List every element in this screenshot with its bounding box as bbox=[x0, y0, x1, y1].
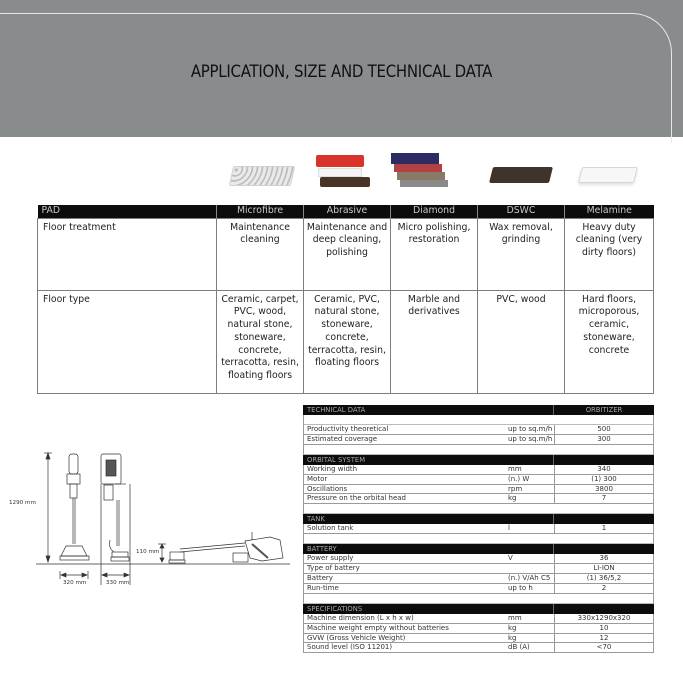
table-row bbox=[303, 485, 654, 495]
column-header-pad: PAD bbox=[38, 205, 217, 218]
abrasive-pad-red-image bbox=[316, 155, 364, 167]
section-title: TECHNICAL DATA bbox=[307, 406, 366, 414]
table-row bbox=[303, 554, 654, 564]
table-cell: Heavy duty cleaning (very dirty floors) bbox=[565, 218, 654, 290]
table-row bbox=[303, 475, 654, 485]
spec-label: Battery bbox=[307, 574, 333, 583]
spec-label: Oscillations bbox=[307, 484, 348, 493]
pad-application-table bbox=[37, 205, 654, 394]
table-cell: Maintenance and deep cleaning, polishing bbox=[304, 218, 391, 290]
spec-unit: l bbox=[508, 524, 510, 533]
machine-drawing-icon bbox=[0, 440, 300, 590]
spec-value: 3800 bbox=[554, 485, 653, 494]
section-header-battery bbox=[303, 544, 654, 554]
spec-label: Type of battery bbox=[307, 564, 360, 573]
section-title: BATTERY bbox=[307, 545, 337, 554]
pad-table-header-row bbox=[38, 205, 654, 218]
spec-unit: (n.) V/Ah C5 bbox=[508, 574, 551, 583]
spec-label: Pressure on the orbital head bbox=[307, 494, 407, 503]
diamond-pad-blue-image bbox=[391, 153, 439, 164]
table-row bbox=[303, 643, 654, 653]
column-header-abrasive: Abrasive bbox=[304, 205, 391, 218]
spec-value: 2 bbox=[554, 584, 653, 593]
technical-data-table bbox=[303, 405, 654, 653]
spec-value: <70 bbox=[554, 643, 653, 652]
section-header-orbital-system bbox=[303, 455, 654, 465]
spec-value: 7 bbox=[554, 494, 653, 503]
row-label: Floor treatment bbox=[38, 218, 217, 290]
section-header-blank bbox=[553, 604, 654, 614]
table-row bbox=[303, 465, 654, 475]
header-band bbox=[0, 0, 683, 137]
table-row bbox=[303, 634, 654, 644]
spec-value: 340 bbox=[554, 465, 653, 474]
spec-label: Solution tank bbox=[307, 524, 354, 533]
spec-unit: (n.) W bbox=[508, 474, 530, 483]
spec-value: 330x1290x320 bbox=[554, 614, 653, 623]
spacer-row bbox=[303, 594, 654, 604]
table-row bbox=[303, 614, 654, 624]
spec-label: Estimated coverage bbox=[307, 434, 378, 443]
spec-unit: rpm bbox=[508, 484, 523, 493]
table-cell: Wax removal, grinding bbox=[478, 218, 565, 290]
section-header-blank bbox=[553, 455, 654, 465]
diamond-pad-grey-image bbox=[400, 180, 448, 187]
spec-label: Productivity theoretical bbox=[307, 425, 389, 433]
front-width-dimension-label: 320 mm bbox=[63, 580, 87, 586]
spec-value: 36 bbox=[554, 554, 653, 563]
diamond-pad-beige-image bbox=[397, 172, 445, 180]
spacer-row bbox=[303, 415, 654, 425]
spacer-row bbox=[303, 534, 654, 544]
section-title: TANK bbox=[307, 515, 325, 524]
technical-data-header bbox=[303, 405, 654, 415]
spec-unit: mm bbox=[508, 613, 522, 622]
spec-label: Working width bbox=[307, 464, 358, 473]
spec-value: (1) 36/5,2 bbox=[554, 574, 653, 583]
spec-value: 10 bbox=[554, 624, 653, 633]
model-name: ORBITIZER bbox=[553, 405, 654, 415]
abrasive-pad-brown-image bbox=[320, 177, 370, 187]
row-label: Floor type bbox=[38, 290, 217, 393]
column-header-dswc: DSWC bbox=[478, 205, 565, 218]
dswc-pad-image bbox=[489, 167, 553, 183]
table-row bbox=[303, 584, 654, 594]
height-dimension-label: 1290 mm bbox=[9, 500, 36, 506]
section-title: ORBITAL SYSTEM bbox=[307, 455, 366, 464]
spec-unit: dB (A) bbox=[508, 643, 530, 652]
section-header-blank bbox=[553, 514, 654, 524]
section-header-blank bbox=[553, 544, 654, 554]
table-row bbox=[303, 524, 654, 534]
section-header-specifications bbox=[303, 604, 654, 614]
spec-label: Motor bbox=[307, 474, 328, 483]
low-height-dimension-label: 110 mm bbox=[136, 549, 160, 555]
spec-unit: V bbox=[508, 554, 513, 563]
page-title: APPLICATION, SIZE AND TECHNICAL DATA bbox=[190, 62, 493, 82]
abrasive-pad-white-image bbox=[318, 168, 362, 177]
microfibre-pad-image bbox=[229, 166, 295, 186]
table-cell: Maintenance cleaning bbox=[217, 218, 304, 290]
table-cell: Marble and derivatives bbox=[391, 290, 478, 393]
spec-label: Run-time bbox=[307, 583, 339, 592]
spec-value: LI-ION bbox=[554, 564, 653, 573]
table-row-floor-type bbox=[38, 290, 654, 393]
spec-label: GVW (Gross Vehicle Weight) bbox=[307, 633, 406, 642]
spec-unit: kg bbox=[508, 623, 517, 632]
table-cell: Ceramic, carpet, PVC, wood, natural stone, stoneware, concrete, terracotta, resin, floating floors bbox=[217, 290, 304, 393]
column-header-diamond: Diamond bbox=[391, 205, 478, 218]
spec-value: (1) 300 bbox=[554, 475, 653, 484]
table-cell: Micro polishing, restoration bbox=[391, 218, 478, 290]
melamine-pad-image bbox=[578, 167, 638, 183]
spec-unit bbox=[506, 564, 554, 573]
spec-label: Power supply bbox=[307, 554, 354, 563]
column-header-melamine: Melamine bbox=[565, 205, 654, 218]
spec-unit: kg bbox=[508, 494, 517, 503]
spec-value: 12 bbox=[554, 634, 653, 643]
table-row bbox=[303, 425, 654, 435]
machine-dimension-diagram bbox=[0, 440, 300, 590]
table-row bbox=[303, 435, 654, 445]
spec-unit: up to sq.m/h bbox=[508, 425, 553, 433]
spec-unit: mm bbox=[508, 464, 522, 473]
column-header-microfibre: Microfibre bbox=[217, 205, 304, 218]
table-cell: Ceramic, PVC, natural stone, stoneware, concrete, terracotta, resin, floating floors bbox=[304, 290, 391, 393]
table-cell: PVC, wood bbox=[478, 290, 565, 393]
diamond-pad-red-image bbox=[394, 164, 442, 172]
spec-label: Machine weight empty without batteries bbox=[307, 623, 449, 632]
side-width-dimension-label: 330 mm bbox=[106, 580, 130, 586]
spec-label: Sound level (ISO 11201) bbox=[307, 643, 393, 652]
table-row bbox=[303, 574, 654, 584]
spec-unit: up to h bbox=[508, 583, 533, 592]
spec-value: 1 bbox=[554, 524, 653, 533]
spec-value: 300 bbox=[554, 435, 653, 444]
table-row bbox=[303, 494, 654, 504]
spec-unit: kg bbox=[508, 633, 517, 642]
spec-unit: up to sq.m/h bbox=[508, 434, 553, 443]
table-cell: Hard floors, microporous, ceramic, stoneware, concrete bbox=[565, 290, 654, 393]
spacer-row bbox=[303, 504, 654, 514]
spec-label: Machine dimension (L x h x w) bbox=[307, 613, 414, 622]
table-row bbox=[303, 564, 654, 574]
table-row-floor-treatment bbox=[38, 218, 654, 290]
section-header-tank bbox=[303, 514, 654, 524]
spacer-row bbox=[303, 445, 654, 455]
spec-value: 500 bbox=[554, 425, 653, 434]
section-title: SPECIFICATIONS bbox=[307, 604, 363, 613]
table-row bbox=[303, 624, 654, 634]
